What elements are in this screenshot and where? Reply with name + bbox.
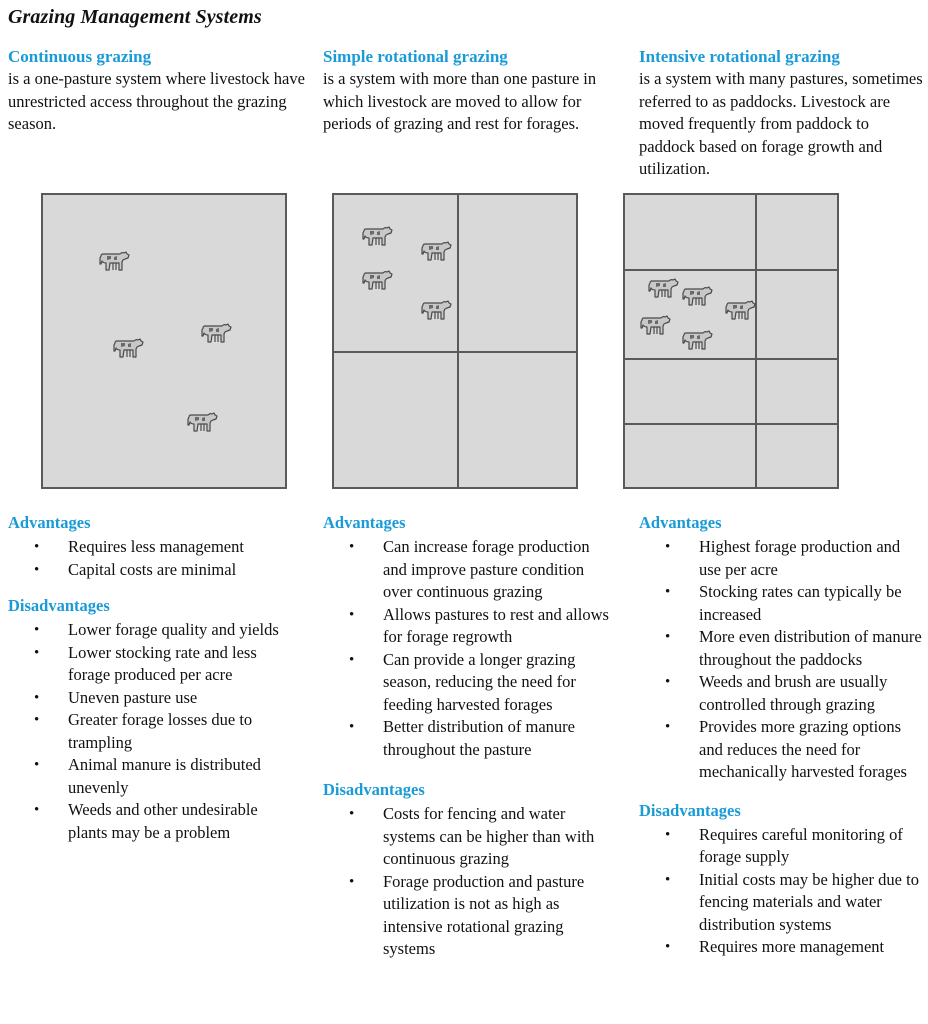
list-item: • Uneven pasture use xyxy=(8,687,298,710)
list-item: • Allows pastures to rest and allows for forage regrowth xyxy=(323,604,613,649)
list-item: • Forage production and pasture utilization is not as high as intensive rotational grazing systems xyxy=(323,871,603,961)
list-item: • Initial costs may be higher due to fencing materials and water distribution systems xyxy=(639,869,924,937)
cow-icon xyxy=(186,411,218,433)
continuous-intro xyxy=(8,46,308,136)
system-description: is a system with more than one pasture in which livestock are moved to allow for periods of grazing and rest for forages. xyxy=(323,69,597,133)
list-item: • Requires careful monitoring of forage supply xyxy=(639,824,924,869)
cow-icon xyxy=(681,285,713,307)
disadvantages-heading: Disadvantages xyxy=(8,596,110,615)
cow-icon xyxy=(98,250,130,272)
fence-line xyxy=(625,358,837,360)
fence-line xyxy=(625,423,837,425)
disadvantages-heading: Disadvantages xyxy=(639,800,741,820)
disadvantages-heading: Disadvantages xyxy=(323,780,425,799)
list-item: • Weeds and brush are usually controlled through grazing xyxy=(639,671,924,716)
simple-rotational-lists xyxy=(323,512,623,961)
cow-icon xyxy=(681,329,713,351)
list-item: • Capital costs are minimal xyxy=(8,559,308,582)
fence-line xyxy=(457,195,459,487)
list-item: • Weeds and other undesirable plants may be a problem xyxy=(8,799,298,844)
cow-icon xyxy=(420,299,452,321)
intensive-rotational-intro xyxy=(639,46,924,181)
list-item: • Can increase forage production and improve pasture condition over continuous grazing xyxy=(323,536,613,604)
list-item: • More even distribution of manure throughout the paddocks xyxy=(639,626,924,671)
advantages-list xyxy=(8,536,308,581)
fence-line xyxy=(334,351,576,353)
advantages-heading: Advantages xyxy=(639,513,722,532)
list-item: • Lower forage quality and yields xyxy=(8,619,298,642)
system-name: Intensive rotational grazing xyxy=(639,47,840,66)
advantages-list xyxy=(639,536,924,784)
list-item: • Lower stocking rate and less forage produced per acre xyxy=(8,642,298,687)
cow-icon xyxy=(200,322,232,344)
advantages-heading: Advantages xyxy=(8,513,91,532)
system-description: is a system with many pastures, sometimes referred to as paddocks. Livestock are moved frequently from paddock to paddock based on forage growth and utilization. xyxy=(639,69,923,178)
cow-icon xyxy=(639,314,671,336)
system-name: Simple rotational grazing xyxy=(323,47,508,66)
intensive-rotational-lists xyxy=(639,512,924,959)
disadvantages-list xyxy=(323,803,603,961)
fence-line xyxy=(625,269,837,271)
continuous-lists xyxy=(8,512,308,844)
list-item: • Costs for fencing and water systems can be higher than with continuous grazing xyxy=(323,803,603,871)
disadvantages-list xyxy=(8,619,298,844)
disadvantages-list xyxy=(639,824,924,959)
cow-icon xyxy=(361,225,393,247)
cow-icon xyxy=(420,240,452,262)
list-item: • Greater forage losses due to trampling xyxy=(8,709,298,754)
cow-icon xyxy=(112,337,144,359)
intensive-rotational-pasture-diagram xyxy=(623,193,839,489)
list-item: • Requires more management xyxy=(639,936,924,959)
cow-icon xyxy=(724,299,756,321)
list-item: • Provides more grazing options and reduces the need for mechanically harvested forages xyxy=(639,716,924,784)
list-item: • Can provide a longer grazing season, reducing the need for feeding harvested forages xyxy=(323,649,613,717)
advantages-list xyxy=(323,536,613,761)
simple-rotational-intro xyxy=(323,46,623,136)
system-name: Continuous grazing xyxy=(8,47,152,66)
continuous-pasture-diagram xyxy=(41,193,287,489)
simple-rotational-pasture-diagram xyxy=(332,193,578,489)
fence-line xyxy=(755,195,757,487)
advantages-heading: Advantages xyxy=(323,513,406,532)
list-item: • Animal manure is distributed unevenly xyxy=(8,754,298,799)
cow-icon xyxy=(647,277,679,299)
page-title: Grazing Management Systems xyxy=(8,6,262,28)
list-item: • Stocking rates can typically be increased xyxy=(639,581,924,626)
list-item: • Highest forage production and use per acre xyxy=(639,536,924,581)
list-item: • Requires less management xyxy=(8,536,308,559)
cow-icon xyxy=(361,269,393,291)
list-item: • Better distribution of manure throughout the pasture xyxy=(323,716,613,761)
system-description: is a one-pasture system where livestock have unrestricted access throughout the grazing season. xyxy=(8,69,305,133)
